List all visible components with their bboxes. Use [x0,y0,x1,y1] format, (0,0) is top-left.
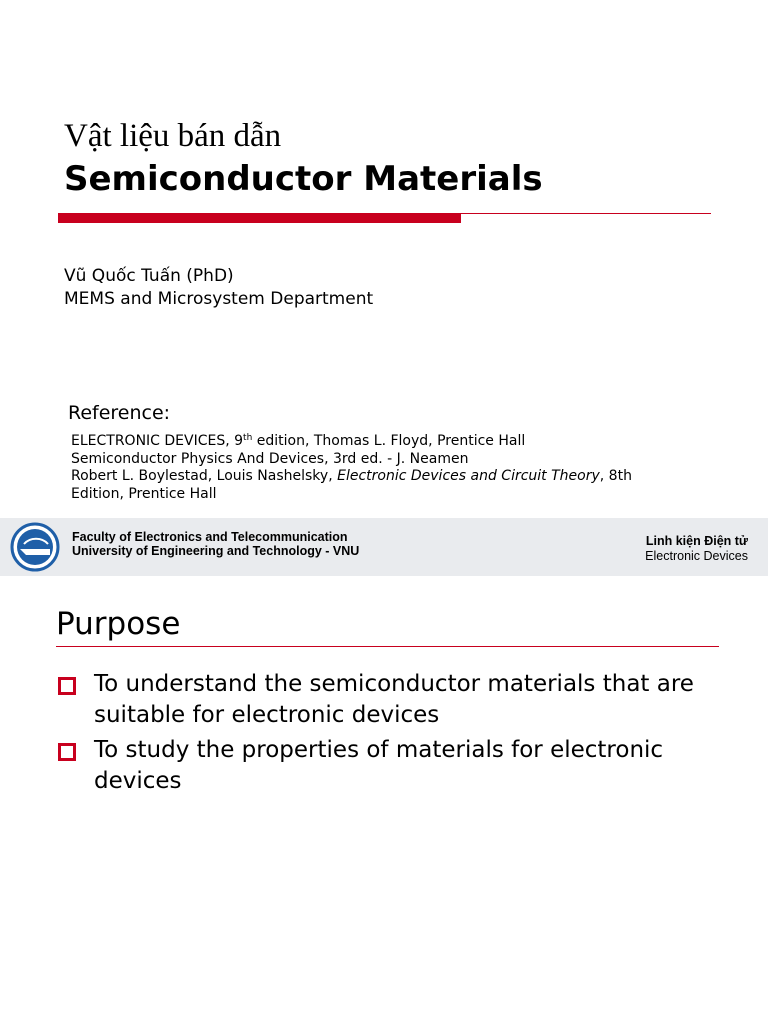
university-logo-icon [10,522,60,572]
reference-item [71,468,711,486]
author-block [64,265,373,311]
reference-item: Semiconductor Physics And Devices, 3rd ed. - J. Neamen [71,450,469,467]
reference-item: Edition, Prentice Hall [71,485,217,502]
reference-superscript: th [243,433,253,443]
slide-footer [0,518,768,576]
title-underline-thick [58,213,461,223]
purpose-underline [56,646,719,647]
reference-italic-title: Electronic Devices and Circuit Theory [337,468,600,484]
reference-item [71,430,711,451]
reference-text: edition, Thomas L. Floyd, Prentice Hall [252,433,526,449]
bullet-item [56,669,716,731]
reference-list [71,430,711,503]
reference-heading: Reference: [68,402,171,424]
course-name-vietnamese: Linh kiện Điện tử [645,534,748,548]
square-bullet-icon [58,677,76,695]
title-english: Semiconductor Materials [64,159,543,199]
reference-text: Robert L. Boylestad, Louis Nashelsky, [71,468,338,484]
purpose-title: Purpose [56,606,181,642]
bullet-text: To study the properties of materials for electronic devices [94,737,664,794]
reference-text: ELECTRONIC DEVICES, 9 [71,433,244,449]
university-name: University of Engineering and Technology - VNU [72,544,360,558]
faculty-name: Faculty of Electronics and Telecommunication [72,530,348,544]
course-name-english: Electronic Devices [645,549,748,563]
reference-text: , 8th [599,468,632,484]
purpose-bullet-list [56,669,716,801]
bullet-item [56,735,716,797]
author-department: MEMS and Microsystem Department [64,289,374,309]
square-bullet-icon [58,743,76,761]
title-vietnamese: Vật liệu bán dẫn [64,118,282,154]
title-underline-thin [461,213,711,214]
bullet-text: To understand the semiconductor materials that are suitable for electronic devices [94,671,694,728]
purpose-slide [0,576,768,1024]
author-name: Vũ Quốc Tuấn (PhD) [64,266,234,286]
